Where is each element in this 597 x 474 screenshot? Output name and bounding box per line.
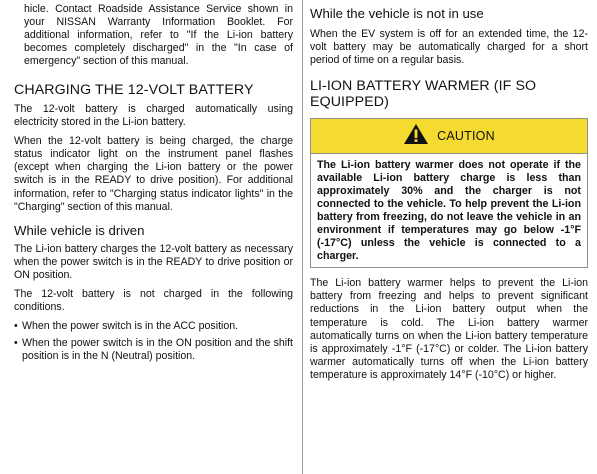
paragraph-ev-system-off: When the EV system is off for an extended time, the 12-volt battery may be automatically charged for a short period of time on a regular basis. xyxy=(310,28,588,67)
caution-header xyxy=(311,119,587,154)
paragraph-charge-status-light: When the 12-volt battery is being charged, the charge status indicator light on the instrument panel flashes (except when charging the Li-ion battery or the power switch is in the READY to drive position). For additional information, refer to "Charging status indicator lights" in the "Charging" section of this manual. xyxy=(14,135,293,213)
list-item: • When the power switch is in the ON position and the shift position is in the N (Neutral) position. xyxy=(14,337,293,363)
bullet-text: When the power switch is in the ACC position. xyxy=(22,320,239,333)
caution-body xyxy=(311,154,587,267)
paragraph-not-charged: The 12-volt battery is not charged in the following conditions. xyxy=(14,288,293,314)
section-title-charging: CHARGING THE 12-VOLT BATTERY xyxy=(14,82,254,99)
paragraph-charged-automatically: The 12-volt battery is charged automatically using electricity stored in the Li-ion battery. xyxy=(14,102,293,129)
caution-text: The Li-ion battery warmer does not operate if the available Li-ion battery charge is less than approximately 30% and the charger is not connected to the vehicle. To help prevent the Li-ion battery from freezing, do not leave the vehicle in an environment if temperatures may go below -1°F (-17°C) unless the vehicle is connected to a charger. xyxy=(317,159,581,263)
warning-triangle-icon xyxy=(403,123,429,150)
section-title-battery-warmer: LI-ION BATTERY WARMER (IF SO EQUIPPED) xyxy=(310,78,537,110)
caution-label: CAUTION xyxy=(437,129,495,144)
subheading-while-driven: While vehicle is driven xyxy=(14,222,145,238)
left-column xyxy=(14,0,293,363)
list-item: • When the power switch is in the ACC position. xyxy=(14,320,239,333)
bullet-text: When the power switch is in the ON position and the shift position is in the N (Neutral) position. xyxy=(22,337,293,363)
caution-box xyxy=(310,118,588,268)
column-divider xyxy=(302,0,303,474)
paragraph-li-ion-charges: The Li-ion battery charges the 12-volt battery as necessary when the power switch is in the READY to drive position or ON position. xyxy=(14,242,293,281)
paragraph-battery-warmer: The Li-ion battery warmer helps to prevent the Li-ion battery from freezing and helps to prevent significant reductions in the Li-ion battery output when the temperature is cold. The Li-ion battery warmer automatically turns on when the Li-ion battery temperature is approximately -1°F (-17°C) or colder. The Li-ion battery warmer automatically turns off when the Li-ion battery temperature is approximately 14°F (-10°C) or higher. xyxy=(310,277,588,381)
subheading-not-in-use: While the vehicle is not in use xyxy=(310,6,484,21)
bullet-list-conditions xyxy=(14,320,293,363)
intro-paragraph: hicle. Contact Roadside Assistance Service shown in your NISSAN Warranty Information Booklet. For additional information, refer to "If the Li-ion battery becomes completely discharged" in the "In case of emergency" section of this manual. xyxy=(24,3,293,68)
right-column xyxy=(310,0,588,382)
